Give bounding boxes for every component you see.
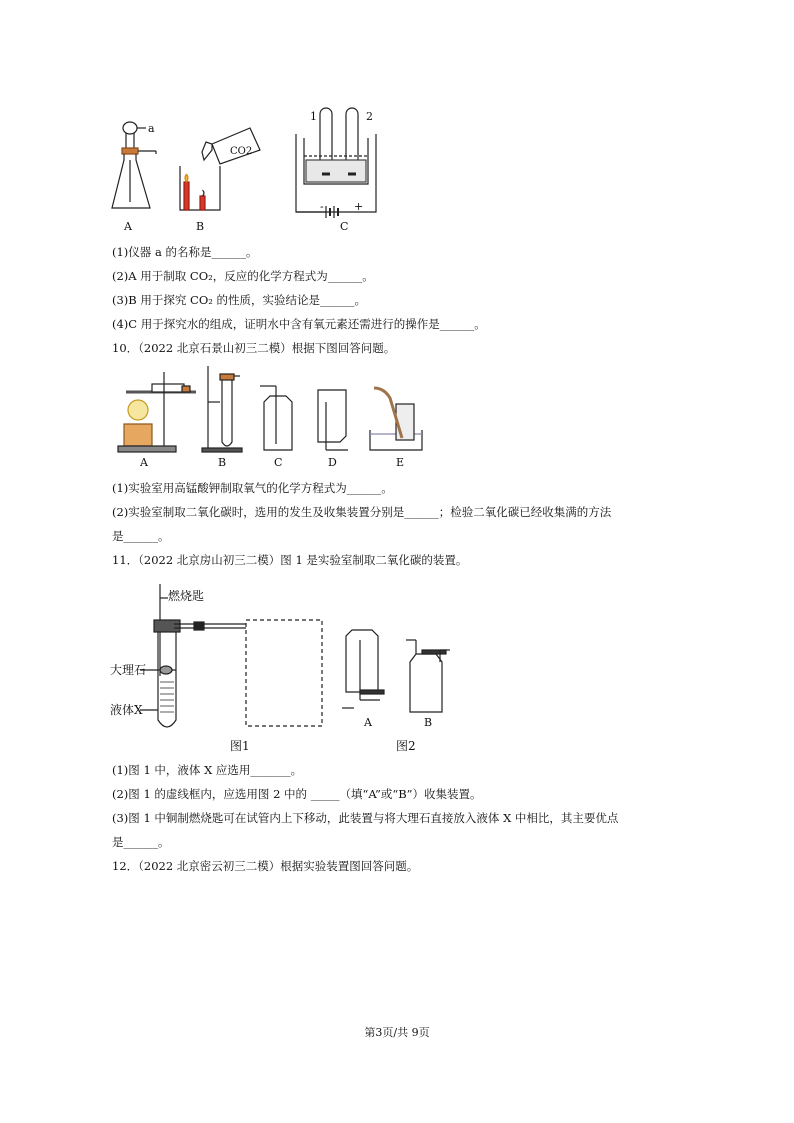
q11-title: 11．（2022 北京房山初三二模）图 1 是实验室制取二氧化碳的装置。 — [112, 553, 468, 567]
label-spoon: 燃烧匙 — [168, 589, 205, 603]
page-footer: 第3页/共 9页 — [364, 1026, 430, 1039]
q10-title: 10．（2022 北京石景山初三二模）根据下图回答问题。 — [112, 341, 396, 355]
caption-a: A — [124, 220, 132, 232]
label-minus: - — [320, 200, 324, 213]
figure1-generator — [140, 584, 322, 727]
label-plus: + — [354, 200, 364, 213]
apparatus-d-bottle-inverted — [318, 390, 348, 450]
figure2-collectors — [342, 630, 450, 712]
caption-c: C — [274, 456, 283, 469]
q9-item-1: (1)仪器 a 的名称是______。 — [112, 245, 258, 259]
label-b: B — [424, 716, 433, 729]
q12-title: 12．（2022 北京密云初三二模）根据实验装置图回答问题。 — [112, 859, 419, 873]
caption-c: C — [340, 220, 349, 232]
label-marble: 大理石 — [110, 663, 147, 677]
q11-item-3: (3)图 1 中铜制燃烧匙可在试管内上下移动，此装置与将大理石直接放入液体 X 中相比，其主要优点 — [112, 811, 619, 825]
apparatus-e-water-trough — [370, 388, 422, 450]
apparatus-c-electrolysis — [296, 108, 376, 218]
label-fig1: 图1 — [230, 739, 250, 753]
q9-item-2: (2)A 用于制取 CO₂，反应的化学方程式为______。 — [112, 269, 374, 283]
label-liquid: 液体X — [110, 703, 143, 717]
apparatus-b-test-tube — [202, 366, 242, 452]
q10-item-2: (2)实验室制取二氧化碳时，选用的发生及收集装置分别是______；检验二氧化碳已经收集满的方法 — [112, 505, 612, 519]
label-a: a — [148, 122, 155, 135]
label-fig2: 图2 — [396, 739, 416, 753]
q9-item-3: (3)B 用于探究 CO₂ 的性质，实验结论是______。 — [112, 293, 367, 307]
label-tube-2: 2 — [366, 110, 373, 123]
caption-b: B — [196, 220, 205, 232]
apparatus-c-bottle — [260, 386, 292, 450]
q11-apparatus-figure — [110, 584, 470, 754]
q9-apparatus-figure — [108, 104, 418, 232]
apparatus-a-heating — [118, 372, 196, 452]
q11-item-1: (1)图 1 中，液体 X 应选用_______。 — [112, 763, 303, 777]
q11-item-2: (2)图 1 的虚线框内，应选用图 2 中的 _____（填“A”或“B”）收集装置。 — [112, 787, 482, 801]
label-tube-1: 1 — [310, 110, 317, 123]
apparatus-b-beaker — [180, 128, 260, 210]
q10-apparatus-figure — [112, 362, 442, 470]
label-co2: CO2 — [230, 146, 253, 157]
q10-item-1: (1)实验室用高锰酸钾制取氧气的化学方程式为______。 — [112, 481, 393, 495]
caption-e: E — [396, 456, 405, 469]
caption-b: B — [218, 456, 227, 469]
caption-a: A — [140, 456, 148, 469]
q11-item-3-cont: 是______。 — [112, 835, 170, 849]
caption-d: D — [328, 456, 337, 469]
q9-item-4: (4)C 用于探究水的组成，证明水中含有氧元素还需进行的操作是______。 — [112, 317, 486, 331]
q10-item-2-cont: 是______。 — [112, 529, 170, 543]
label-a: A — [364, 716, 372, 729]
